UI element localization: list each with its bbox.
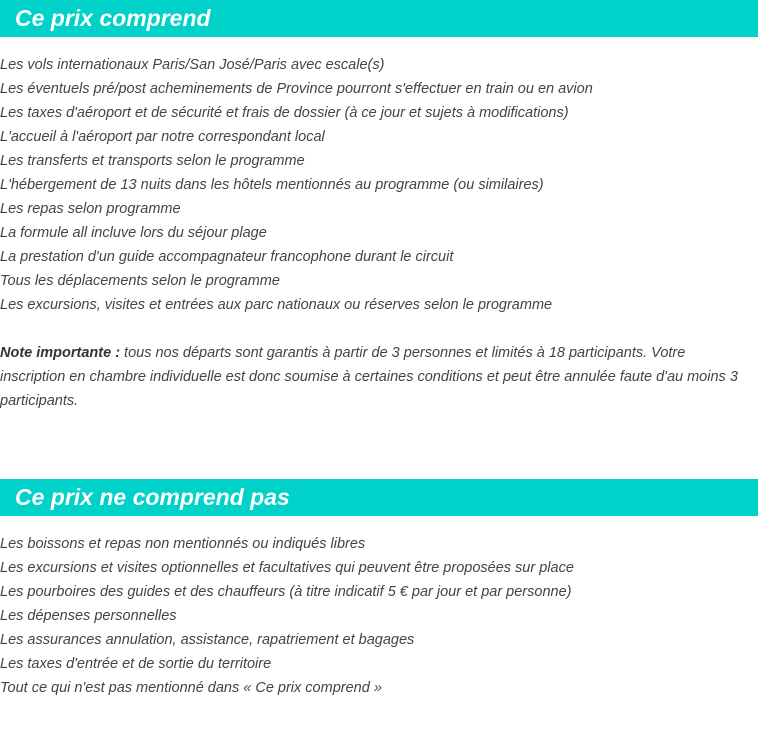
list-item: Les transferts et transports selon le programme — [0, 153, 305, 169]
included-section-header — [0, 0, 758, 37]
list-item: Les éventuels pré/post acheminements de Province pourront s'effectuer en train ou en avion — [0, 81, 593, 97]
excluded-section-header — [0, 479, 758, 516]
excluded-items-list — [0, 532, 758, 700]
list-item: Tous les déplacements selon le programme — [0, 273, 280, 289]
list-item: Les assurances annulation, assistance, rapatriement et bagages — [0, 632, 415, 648]
important-note — [0, 341, 752, 413]
list-item: L'accueil à l'aéroport par notre correspondant local — [0, 129, 325, 145]
list-item: Les vols internationaux Paris/San José/Paris avec escale(s) — [0, 57, 385, 73]
list-item: Tout ce qui n'est pas mentionné dans « Ce prix comprend » — [0, 680, 382, 696]
list-item: Les taxes d'entrée et de sortie du territoire — [0, 656, 272, 672]
important-note-text: tous nos départs sont garantis à partir de 3 personnes et limités à 18 participants. Votre inscription en chambre individuelle est donc soumise à certaines conditions et peut être annulée faute d'au moins 3 participants. — [0, 345, 738, 409]
list-item: Les taxes d'aéroport et de sécurité et frais de dossier (à ce jour et sujets à modifications) — [0, 105, 569, 121]
included-section-title: Ce prix comprend — [15, 5, 211, 31]
list-item: Les dépenses personnelles — [0, 608, 177, 624]
list-item: L'hébergement de 13 nuits dans les hôtels mentionnés au programme (ou similaires) — [0, 177, 544, 193]
list-item: La prestation d'un guide accompagnateur francophone durant le circuit — [0, 249, 454, 265]
list-item: La formule all incluve lors du séjour plage — [0, 225, 267, 241]
included-items-list — [0, 53, 758, 317]
list-item: Les excursions et visites optionnelles et facultatives qui peuvent être proposées sur place — [0, 560, 574, 576]
important-note-label: Note importante : — [0, 345, 121, 361]
excluded-section-title: Ce prix ne comprend pas — [15, 484, 290, 510]
list-item: Les pourboires des guides et des chauffeurs (à titre indicatif 5 € par jour et par personne) — [0, 584, 572, 600]
list-item: Les excursions, visites et entrées aux parc nationaux ou réserves selon le programme — [0, 297, 553, 313]
list-item: Les repas selon programme — [0, 201, 181, 217]
list-item: Les boissons et repas non mentionnés ou indiqués libres — [0, 536, 366, 552]
